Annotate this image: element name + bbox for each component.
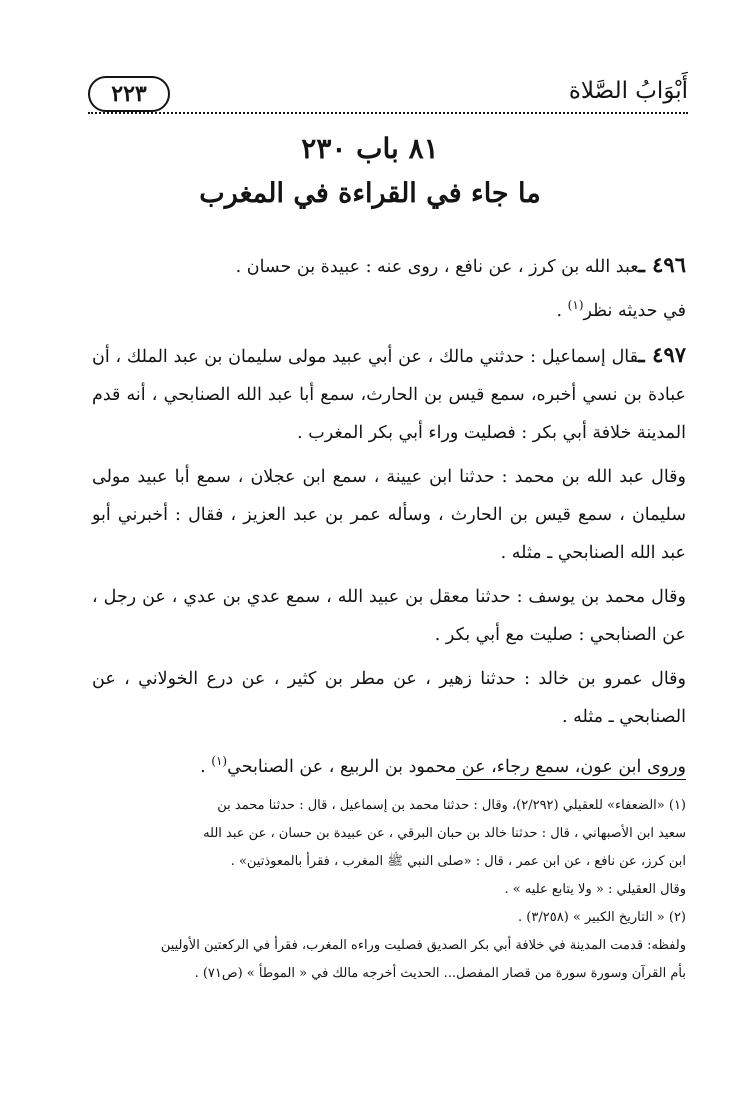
footnote-ref[interactable]: (١) [211,753,228,768]
paragraph: وقال عمرو بن خالد : حدثنا زهير ، عن مطر بن كثير ، عن درع الخولاني ، عن الصنابحي ـ مثله . [92,668,686,727]
footnote-line: ابن كرز، عن نافع ، عن ابن عمر ، قال : «صلى النبي ﷺ المغرب ، فقرأ بالمعوذتين» . [230,854,686,869]
entry-tail: . [556,300,568,321]
chapter-title: ما جاء في القراءة في المغرب [199,178,541,209]
main-text [92,246,686,792]
page-number: ٢٢٣ [88,76,170,112]
paragraph: وقال محمد بن يوسف : حدثنا معقل بن عبيد الله ، سمع عدي بن عدي ، عن رجل ، عن الصنابحي : صليت مع أبي بكر . [92,586,686,645]
footnote-divider [456,779,686,780]
running-title: أَبْوَابُ الصَّلاة [568,78,688,104]
page-header [88,72,688,118]
footnote-line: وقال العقيلي : « ولا يتابع عليه » . [504,882,686,897]
header-divider [88,112,688,114]
footnote-line: بأم القرآن وسورة سورة من قصار المفصل... الحديث أخرجه مالك في « الموطأ » (ص٧١) . [194,966,686,981]
footnotes [92,792,686,988]
paragraph: وقال عبد الله بن محمد : حدثنا ابن عيينة ، سمع ابن عجلان ، سمع أبا عبيد مولى سليمان ، سمع قيس بن الحارث ، وسأله عمر بن عبد العزيز ، فقال : أخبرني أبو عبد الله الصنابحي ـ مثله . [92,466,686,563]
entry-497 [92,336,686,452]
footnote-line: (١) «الضعفاء» للعقيلي (٢/٢٩٢)، وقال : حدثنا محمد بن إسماعيل ، قال : حدثنا محمد بن [217,798,686,813]
entry-text: قال إسماعيل : حدثني مالك ، عن أبي عبيد مولى سليمان بن عبد الملك ، أن عبادة بن نسي أخبره، سمع قيس بن الحارث، سمع أبا عبد الله الصنابحي ، أنه قدم المدينة خلافة أبي بكر : فصليت وراء أبي بكر المغرب . [92,346,686,443]
footnote-ref[interactable]: (١) [567,298,584,312]
footnote-line: (٢) « التاريخ الكبير » (٣/٢٥٨) . [518,910,686,925]
chapter-number: ٨١ باب ٢٣٠ [301,132,439,165]
paragraph-text: وروى ابن عون، سمع رجاء، عن محمود بن الربيع ، عن الصنابحي [227,756,686,777]
entry-number: ٤٩٧ ـ [638,341,687,367]
footnote-line: سعيد ابن الأصبهاني ، قال : حدثنا خالد بن حبان البرقي ، عن عبيدة بن حسان ، عن عبد الله [203,826,686,841]
footnote-line: ولفظه: قدمت المدينة في خلافة أبي بكر الصديق فصليت وراءه المغرب، فقرأ في الركعتين الأوليين [160,938,686,953]
entry-496 [92,246,686,330]
entry-text: عبد الله بن كرز ، عن نافع ، روى عنه : عبيدة بن حسان . [235,257,639,277]
paragraph-tail: . [200,756,212,777]
entry-text-continued: في حديثه نظر [583,300,686,321]
entry-number: ٤٩٦ ـ [638,252,686,277]
